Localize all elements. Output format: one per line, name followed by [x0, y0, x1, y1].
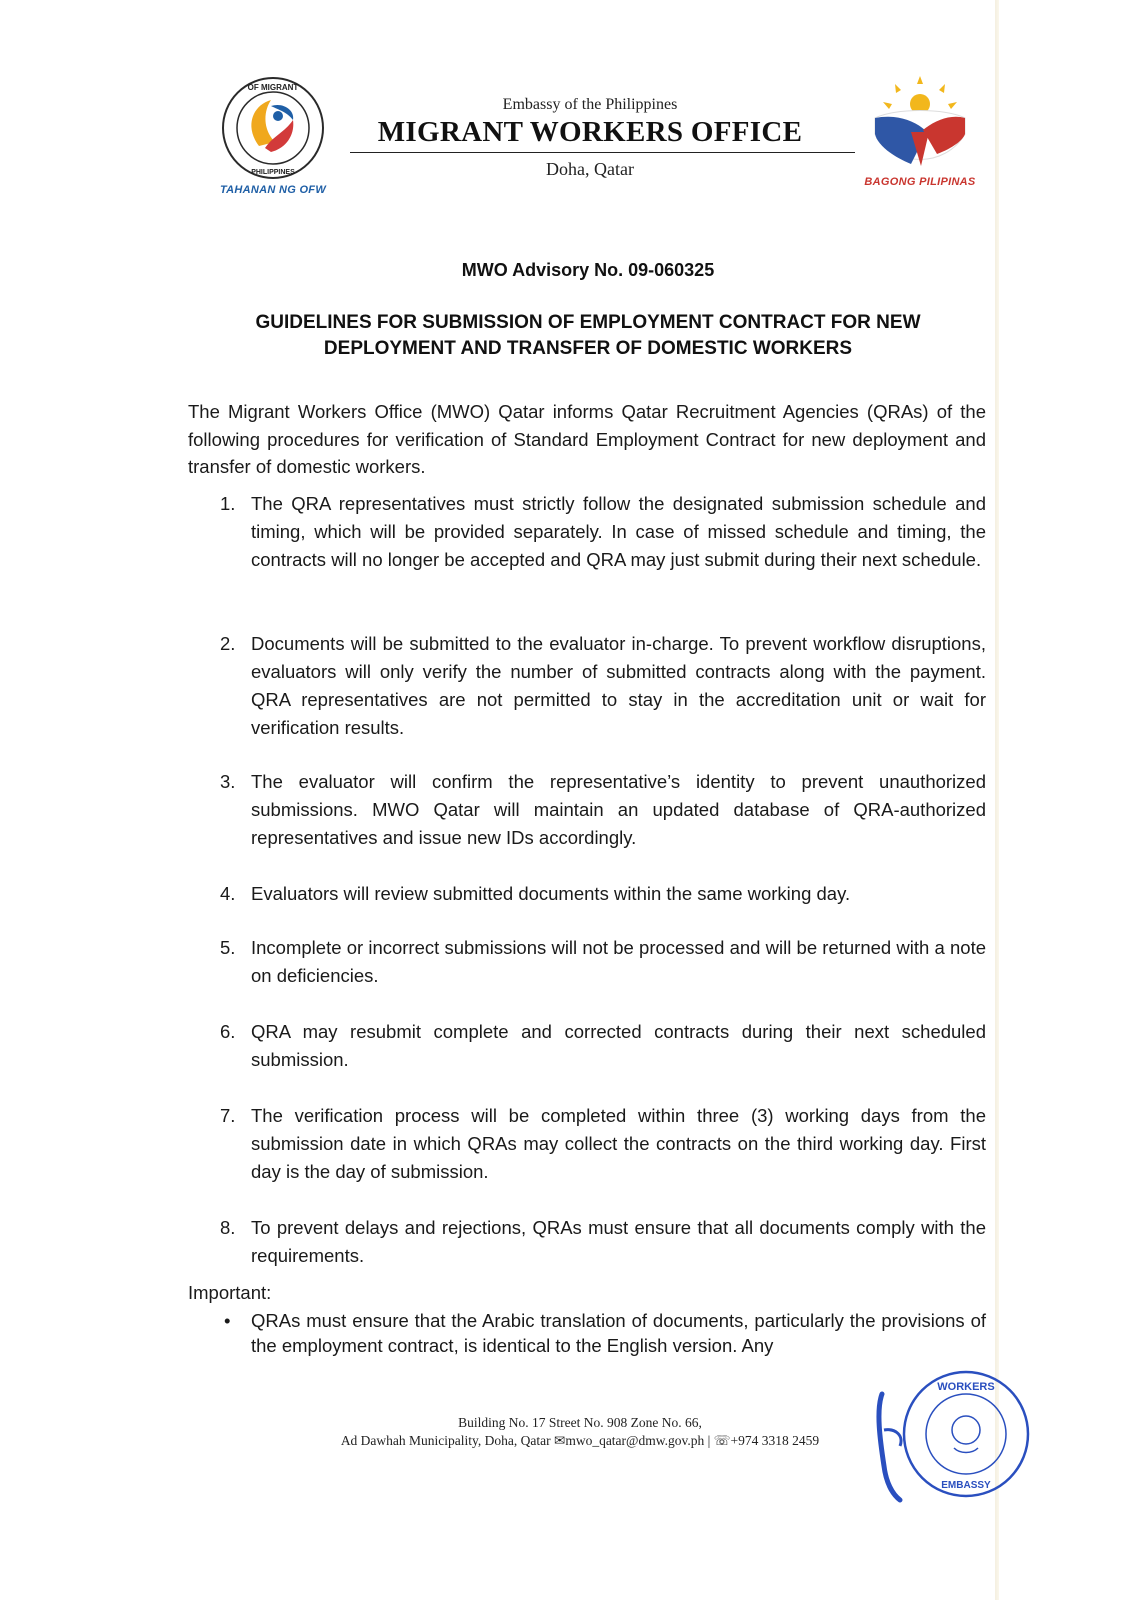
list-item-text: The QRA representatives must strictly follow the designated submission schedule and timing, which will be provided separately. In case of missed schedule and timing, the contracts will no longer be accepted and QRA may just submit during their next schedule. [251, 493, 986, 570]
list-item-text: The evaluator will confirm the representative’s identity to prevent unauthorized submissions. MWO Qatar will maintain an updated database of QRA-authorized representatives and issue new IDs accordingly. [251, 771, 986, 848]
list-item [220, 1214, 986, 1270]
list-item [220, 490, 986, 574]
bagong-pilipinas-icon [865, 74, 975, 174]
bullet-dot: • [224, 1310, 231, 1331]
embassy-stamp-icon [870, 1370, 1046, 1506]
svg-text:WORKERS: WORKERS [937, 1381, 995, 1393]
svg-text:EMBASSY: EMBASSY [941, 1480, 991, 1491]
list-item [220, 880, 986, 908]
left-logo-caption: TAHANAN NG OFW [219, 184, 327, 196]
list-item [220, 1102, 986, 1186]
footer-line-2: Ad Dawhah Municipality, Doha, Qatar ✉mwo_qatar@dmw.gov.ph | ☏+974 3318 2459 [340, 1433, 820, 1448]
list-item [220, 934, 986, 990]
list-item-number: 4. [220, 883, 236, 904]
advisory-number: MWO Advisory No. 09-060325 [461, 260, 715, 280]
intro-paragraph: The Migrant Workers Office (MWO) Qatar informs Qatar Recruitment Agencies (QRAs) of the following procedures for verification of Standard Employment Contract for new deployment and transfer of domestic workers. [188, 401, 986, 477]
list-item-number: 7. [220, 1105, 236, 1126]
list-item-number: 2. [220, 633, 236, 654]
list-item-text: The verification process will be completed within three (3) working days from the submission date in which QRAs may collect the contracts on the third working day. First day is the day of submission. [251, 1105, 986, 1182]
list-item [220, 630, 986, 742]
list-item-text: Incomplete or incorrect submissions will not be processed and will be returned with a note on deficiencies. [251, 937, 986, 986]
dmw-logo [214, 76, 332, 206]
embassy-name: Embassy of the Philippines [502, 96, 678, 113]
bagong-pilipinas-logo [850, 74, 990, 204]
list-item-text: Evaluators will review submitted documents within the same working day. [251, 883, 851, 904]
list-item-text: Documents will be submitted to the evaluator in-charge. To prevent workflow disruptions, evaluators will only verify the number of submitted contracts along with the payment. QRA representatives are not permitted to stay in the accreditation unit or wait for verification results. [251, 633, 986, 738]
footer-address [280, 1414, 880, 1450]
list-item-number: 3. [220, 771, 236, 792]
list-item [220, 768, 986, 852]
list-item [220, 1018, 986, 1074]
list-item-number: 5. [220, 937, 236, 958]
svg-text:OF MIGRANT: OF MIGRANT [247, 83, 299, 92]
right-logo-caption: BAGONG PILIPINAS [864, 176, 976, 188]
office-city: Doha, Qatar [546, 159, 634, 179]
footer-line-1: Building No. 17 Street No. 908 Zone No. 66, [458, 1415, 702, 1430]
dmw-seal-icon [215, 76, 331, 182]
list-item-number: 8. [220, 1217, 236, 1238]
svg-text:PHILIPPINES: PHILIPPINES [251, 169, 295, 176]
important-bullet [220, 1308, 986, 1358]
important-bullet-text: QRAs must ensure that the Arabic translation of documents, particularly the provisions of the employment contract, is identical to the English version. Any [251, 1310, 986, 1356]
page-edge [995, 0, 999, 1600]
list-item-text: QRA may resubmit complete and corrected contracts during their next scheduled submission. [251, 1021, 986, 1070]
important-label: Important: [188, 1282, 272, 1303]
official-seal [870, 1370, 1046, 1506]
document-title: GUIDELINES FOR SUBMISSION OF EMPLOYMENT CONTRACT FOR NEW DEPLOYMENT AND TRANSFER OF DOMESTIC WORKERS [255, 312, 921, 359]
office-name: MIGRANT WORKERS OFFICE [377, 116, 803, 148]
header-rule [350, 152, 855, 153]
list-item-text: To prevent delays and rejections, QRAs must ensure that all documents comply with the requirements. [251, 1217, 986, 1266]
letterhead [350, 96, 830, 180]
list-item-number: 1. [220, 493, 236, 514]
list-item-number: 6. [220, 1021, 236, 1042]
